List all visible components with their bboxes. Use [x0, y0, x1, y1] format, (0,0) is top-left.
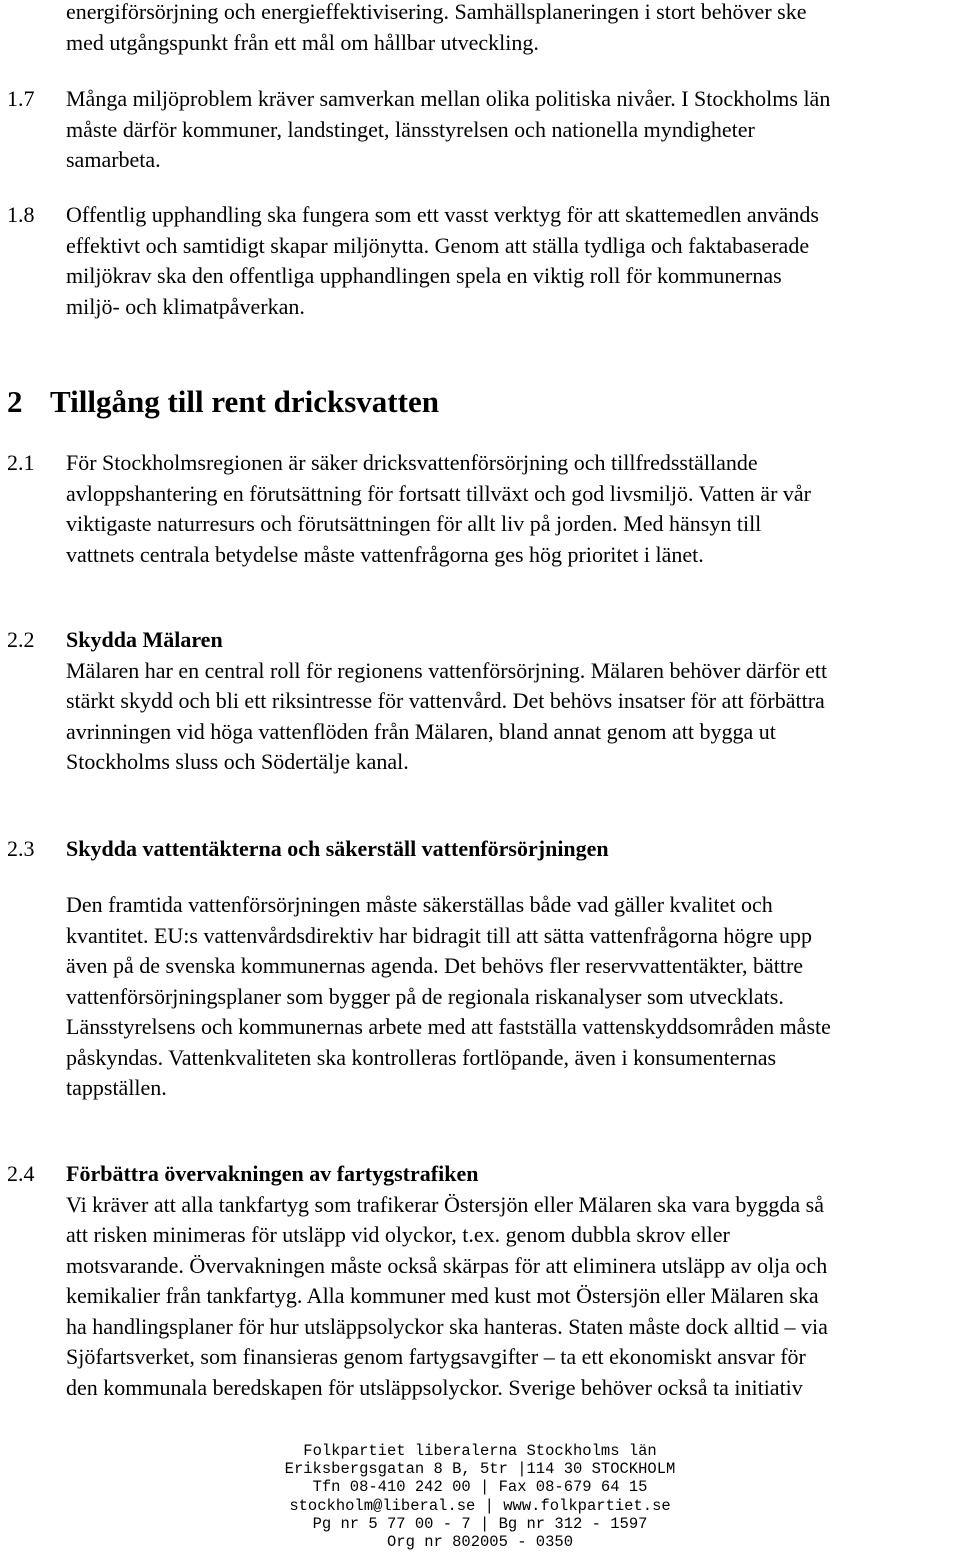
paragraph-number: 2.2 [7, 627, 35, 652]
text-line: miljökrav ska den offentliga upphandlingen spela en viktig roll för kommunernas [66, 263, 782, 288]
paragraph-text [66, 890, 954, 1104]
text-line: Sjöfartsverket, som finansieras genom fartygsavgifter – ta ett ekonomiskt ansvar för [66, 1344, 806, 1369]
text-line: Stockholms sluss och Södertälje kanal. [66, 749, 409, 774]
text-line: effektivt och samtidigt skapar miljönytta. Genom att ställa tydliga och faktabaserade [66, 232, 810, 258]
text-line: motsvarande. Övervakningen måste också skärpas för att eliminera utsläpp av olja och [66, 1252, 828, 1278]
text-line: miljö- och klimatpåverkan. [66, 293, 305, 319]
subsection-title: Skydda vattentäkterna och säkerställ vattenförsörjningen [66, 836, 609, 861]
text-line: Offentlig upphandling ska fungera som ett vasst verktyg för att skattemedlen används [66, 202, 819, 227]
paragraph-text [66, 0, 954, 58]
paragraph-text [66, 448, 954, 570]
text-line: kvantitet. EU:s vattenvårdsdirektiv har bidragit till att sätta vattenfrågorna högre upp [66, 922, 812, 948]
text-line: samarbeta. [66, 147, 161, 172]
paragraph-text [66, 84, 954, 176]
text-line: energiförsörjning och energieffektivisering. Samhällsplaneringen i stort behöver ske [66, 0, 807, 24]
text-line: Mälaren har en central roll för regionens vattenförsörjning. Mälaren behöver därför ett [66, 657, 828, 683]
text-line: ha handlingsplaner för hur utsläppsolyckor ska hanteras. Staten måste dock alltid – via [66, 1313, 828, 1339]
paragraph-text [66, 625, 954, 778]
paragraph-number: 2.4 [7, 1161, 35, 1186]
paragraph-text [66, 1159, 954, 1403]
paragraph-number: 1.8 [7, 202, 35, 227]
footer-giro-numbers: Pg nr 5 77 00 - 7 | Bg nr 312 - 1597 [312, 1514, 648, 1533]
section-heading-text: Tillgång till rent dricksvatten [50, 384, 439, 419]
footer-organization: Folkpartiet liberalerna Stockholms län [303, 1442, 657, 1460]
text-line: kemikalier från tankfartyg. Alla kommuner med kust mot Östersjön eller Mälaren ska [66, 1283, 819, 1308]
subsection-title: Skydda Mälaren [66, 627, 223, 652]
text-line: Många miljöproblem kräver samverkan mellan olika politiska nivåer. I Stockholms län [66, 86, 831, 111]
text-line: måste därför kommuner, landstinget, länsstyrelsen och nationella myndigheter [66, 116, 755, 142]
paragraph-number: 2.3 [7, 836, 35, 861]
paragraph-text [66, 834, 954, 865]
paragraph-text [66, 200, 954, 322]
text-line: även på de svenska kommunernas agenda. Det behövs fler reservvattentäkter, bättre [66, 953, 804, 978]
text-line: stärkt skydd och bli ett riksintresse för vattenvård. Det behövs insatser för att förbättra [66, 688, 825, 713]
section-heading-number: 2 [7, 384, 23, 419]
page-footer [0, 1442, 960, 1551]
text-line: Vi kräver att alla tankfartyg som trafikerar Östersjön eller Mälaren ska vara byggda så [66, 1191, 824, 1217]
footer-org-number: Org nr 802005 - 0350 [386, 1533, 574, 1552]
section-heading [7, 384, 439, 420]
text-line: Länsstyrelsens och kommunernas arbete med att fastställa vattenskyddsområden måste [66, 1014, 831, 1039]
footer-phone-fax: Tfn 08-410 242 00 | Fax 08-679 64 15 [312, 1478, 648, 1497]
text-line: vattenförsörjningsplaner som bygger på de regionala riskanalyser som utvecklats. [66, 983, 784, 1009]
text-line: avloppshantering en förutsättning för fortsatt tillväxt och god livsmiljö. Vatten är vår [66, 480, 811, 506]
text-line: tappställen. [66, 1075, 167, 1100]
paragraph-number: 1.7 [7, 86, 35, 111]
paragraph-number: 2.1 [7, 450, 35, 475]
text-line: För Stockholmsregionen är säker dricksvattenförsörjning och tillfredsställande [66, 450, 758, 475]
footer-address: Eriksbergsgatan 8 B, 5tr |114 30 STOCKHOLM [284, 1460, 676, 1479]
text-line: Den framtida vattenförsörjningen måste säkerställas både vad gäller kvalitet och [66, 892, 773, 917]
text-line: den kommunala beredskapen för utsläppsolyckor. Sverige behöver också ta initiativ [66, 1374, 803, 1400]
footer-email-web: stockholm@liberal.se | www.folkpartiet.se [289, 1496, 671, 1515]
text-line: vattnets centrala betydelse måste vattenfrågorna ges hög prioritet i länet. [66, 541, 704, 567]
subsection-title: Förbättra övervakningen av fartygstrafiken [66, 1161, 479, 1186]
text-line: att risken minimeras för utsläpp vid olyckor, t.ex. genom dubbla skrov eller [66, 1222, 730, 1247]
text-line: viktigaste naturresurs och förutsättningen för allt liv på jorden. Med hänsyn till [66, 511, 762, 536]
text-line: påskyndas. Vattenkvaliteten ska kontrolleras fortlöpande, även i konsumenternas [66, 1044, 777, 1070]
text-line: avrinningen vid höga vattenflöden från Mälaren, bland annat genom att bygga ut [66, 718, 776, 744]
text-line: med utgångspunkt från ett mål om hållbar utveckling. [66, 29, 539, 55]
